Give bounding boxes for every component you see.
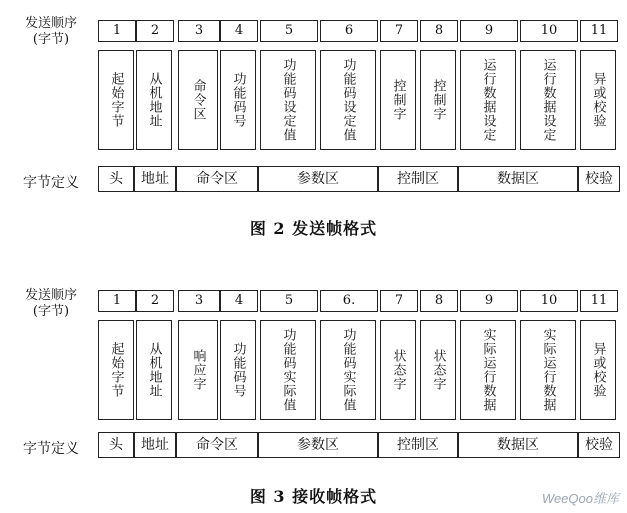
field-cell: 起始字节 — [98, 50, 134, 150]
field-cell: 功能码实际值 — [320, 320, 376, 420]
field-cell: 功能码号 — [220, 50, 256, 150]
definition-label: 字节定义 — [23, 175, 79, 191]
order-label: 发送顺序 (字节) — [24, 16, 77, 47]
field-cell: 异或校验 — [580, 50, 616, 150]
definition-cell: 校验 — [578, 166, 620, 192]
order-cell: 11 — [580, 290, 618, 312]
definition-cell: 地址 — [134, 166, 176, 192]
order-cell: 5 — [260, 290, 318, 312]
field-cell: 功能码号 — [220, 320, 256, 420]
definition-cell: 参数区 — [258, 432, 378, 458]
order-cell: 1 — [98, 290, 136, 312]
definition-cell: 参数区 — [258, 166, 378, 192]
definition-cell: 控制区 — [378, 432, 458, 458]
field-cell: 状态字 — [380, 320, 416, 420]
order-cell: 2 — [136, 290, 174, 312]
order-cell: 8 — [420, 20, 458, 42]
order-cell: 3 — [178, 290, 220, 312]
field-row — [98, 320, 622, 422]
field-cell: 控制字 — [380, 50, 416, 150]
order-cell: 7 — [380, 290, 418, 312]
order-cell: 10 — [520, 20, 578, 42]
field-cell: 响应字 — [178, 320, 218, 420]
order-cell: 4 — [220, 290, 258, 312]
order-cell: 8 — [420, 290, 458, 312]
order-row — [98, 20, 622, 42]
field-cell: 实际运行数据 — [520, 320, 576, 420]
field-cell: 从机地址 — [136, 320, 172, 420]
field-cell: 功能码设定值 — [320, 50, 376, 150]
order-cell: 10 — [520, 290, 578, 312]
watermark: WeeQoo维库 — [541, 491, 619, 506]
field-row — [98, 50, 622, 152]
field-cell: 运行数据设定 — [460, 50, 516, 150]
field-cell: 功能码实际值 — [260, 320, 316, 420]
order-cell: 9 — [460, 290, 518, 312]
order-cell: 6. — [320, 290, 378, 312]
field-cell: 异或校验 — [580, 320, 616, 420]
order-cell: 4 — [220, 20, 258, 42]
definition-row — [98, 432, 622, 460]
definition-cell: 地址 — [134, 432, 176, 458]
figure-caption: 图 2 发送帧格式 — [249, 219, 378, 238]
field-cell: 运行数据设定 — [520, 50, 576, 150]
figure-caption: 图 3 接收帧格式 — [249, 487, 378, 506]
order-cell: 5 — [260, 20, 318, 42]
field-cell: 控制字 — [420, 50, 456, 150]
definition-cell: 头 — [98, 166, 134, 192]
order-row — [98, 290, 622, 312]
order-cell: 3 — [178, 20, 220, 42]
definition-cell: 数据区 — [458, 432, 578, 458]
order-cell: 1 — [98, 20, 136, 42]
definition-cell: 校验 — [578, 432, 620, 458]
field-cell: 起始字节 — [98, 320, 134, 420]
field-cell: 命令区 — [178, 50, 218, 150]
definition-cell: 头 — [98, 432, 134, 458]
definition-cell: 数据区 — [458, 166, 578, 192]
definition-label: 字节定义 — [23, 441, 79, 457]
field-cell: 状态字 — [420, 320, 456, 420]
definition-cell: 命令区 — [176, 432, 258, 458]
field-cell: 实际运行数据 — [460, 320, 516, 420]
order-cell: 7 — [380, 20, 418, 42]
definition-row — [98, 166, 622, 194]
field-cell: 从机地址 — [136, 50, 172, 150]
order-cell: 6 — [320, 20, 378, 42]
field-cell: 功能码设定值 — [260, 50, 316, 150]
order-label: 发送顺序 (字节) — [24, 288, 77, 319]
order-cell: 11 — [580, 20, 618, 42]
order-cell: 9 — [460, 20, 518, 42]
order-cell: 2 — [136, 20, 174, 42]
definition-cell: 控制区 — [378, 166, 458, 192]
definition-cell: 命令区 — [176, 166, 258, 192]
